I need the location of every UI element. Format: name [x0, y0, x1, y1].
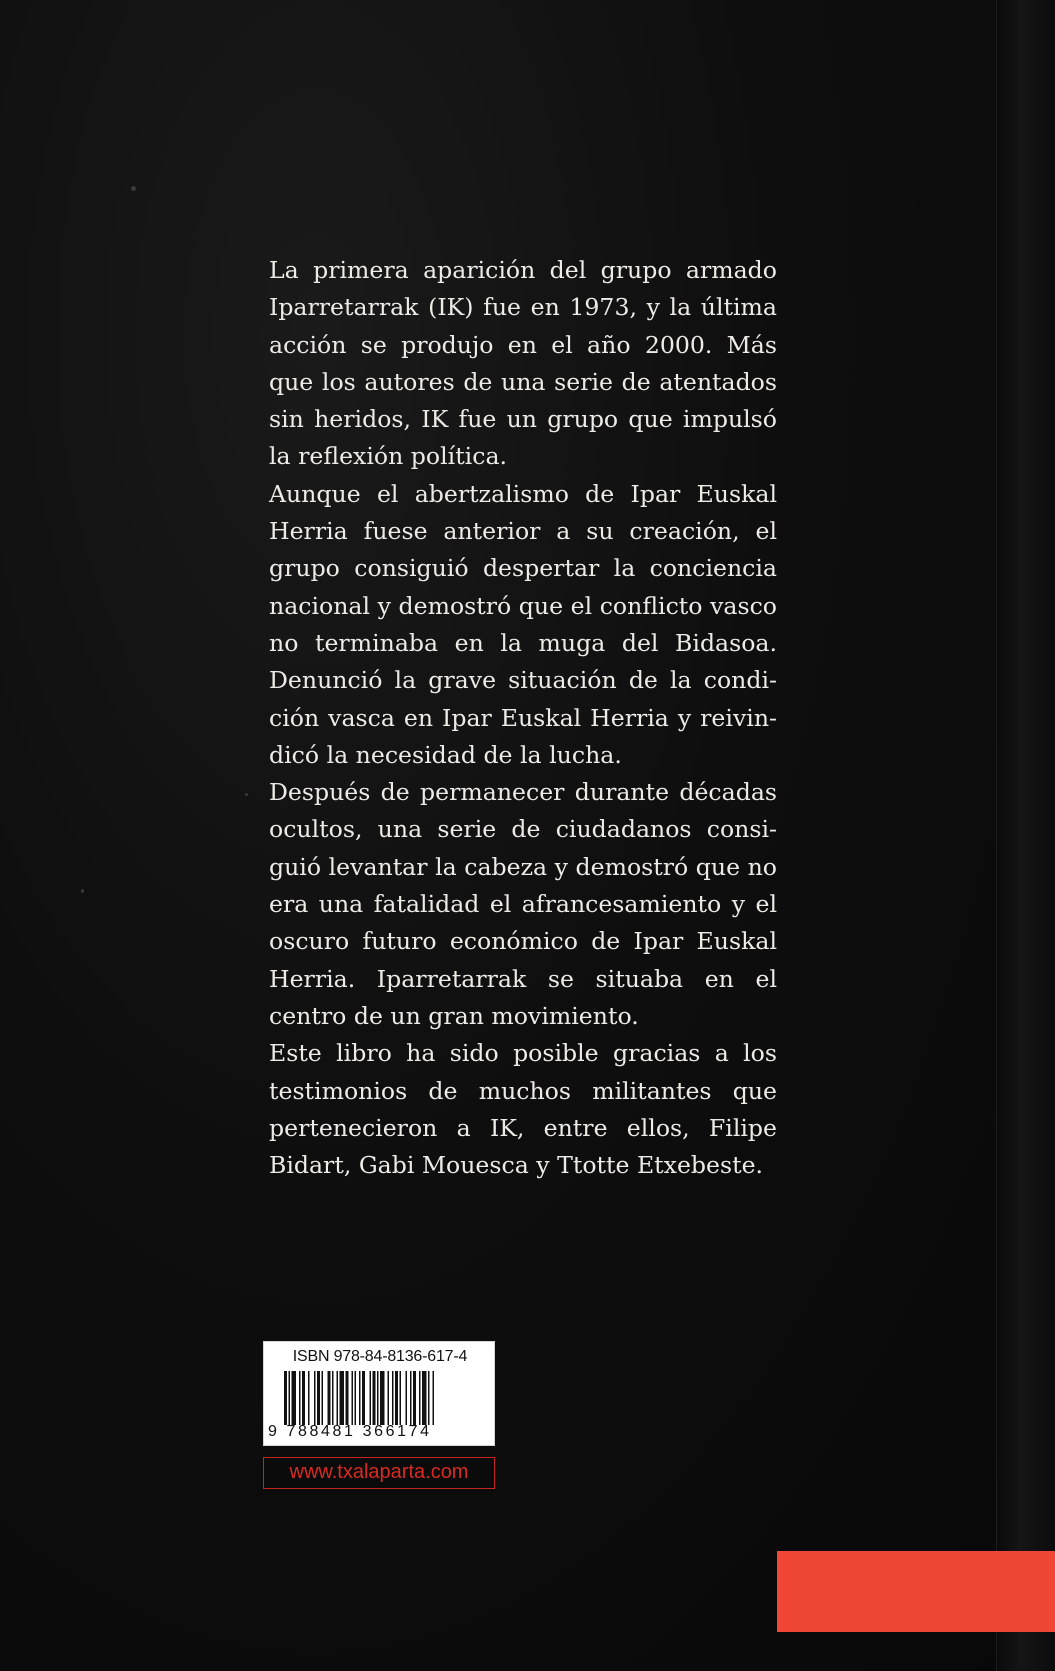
blurb-paragraph: Después de permanecer durante décadas ocultos, una serie de ciudadanos consiguió levantar la cabeza y demostró que no era una fatalidad el afrancesamiento y el oscuro futuro económico de Ipar Euskal Herria. Iparretarrak se situaba en el centro de un gran movimiento.: [269, 778, 777, 1030]
barcode-bar: [410, 1371, 412, 1425]
barcode-bar: [352, 1371, 354, 1425]
barcode-bar: [388, 1371, 390, 1425]
barcode-bar: [400, 1371, 402, 1425]
barcode-bar: [284, 1371, 287, 1425]
barcode-bar: [370, 1371, 372, 1425]
barcode-digits: 9 788481 366174: [268, 1423, 432, 1440]
isbn-barcode: [263, 1341, 495, 1446]
barcode-bar: [292, 1371, 297, 1425]
barcode-bar: [317, 1371, 320, 1425]
blurb-text: [269, 252, 777, 1184]
barcode-bar: [422, 1371, 427, 1425]
barcode-bar: [433, 1371, 435, 1425]
blurb-paragraph: La primera aparición del grupo armado Iparretarrak (IK) fue en 1973, y la última acción se produjo en el año 2000. Más que los autores de una serie de atentados sin heridos, IK fue un grupo que impulsó la reflexión política.: [269, 256, 777, 471]
barcode-bar: [380, 1371, 385, 1425]
barcode-bar: [406, 1371, 408, 1425]
barcode-bar: [373, 1371, 376, 1425]
barcode-bar: [377, 1371, 379, 1425]
barcode-bar: [299, 1371, 301, 1425]
isbn-label: ISBN 978-84-8136-617-4: [292, 1348, 468, 1365]
barcode-bar: [413, 1371, 416, 1425]
barcode-bar: [302, 1371, 305, 1425]
barcode-bar: [314, 1371, 316, 1425]
barcode-bar: [337, 1371, 339, 1425]
dust-speck: [81, 889, 84, 893]
dust-speck: [131, 186, 136, 191]
publisher-url: www.txalaparta.com: [263, 1457, 495, 1489]
barcode-bar: [328, 1371, 331, 1425]
barcode-bar: [322, 1371, 324, 1425]
spine-edge: [996, 0, 1055, 1671]
barcode-bar: [359, 1371, 361, 1425]
barcode-bar: [340, 1371, 345, 1425]
barcode-bar: [428, 1371, 430, 1425]
barcode-bar: [362, 1371, 365, 1425]
barcode-bar: [419, 1371, 421, 1425]
barcode-bars: [284, 1371, 482, 1425]
barcode-bar: [346, 1371, 349, 1425]
dust-speck: [245, 793, 248, 796]
barcode-bar: [355, 1371, 357, 1425]
blurb-paragraph: Este libro ha sido posible gracias a los testimonios de muchos militantes que pertenecieron a IK, entre ellos, Filipe Bidart, Gabi Mouesca y Ttotte Etxebeste.: [269, 1039, 777, 1180]
barcode-bar: [308, 1371, 310, 1425]
barcode-bar: [395, 1371, 398, 1425]
barcode-bar: [392, 1371, 394, 1425]
barcode-bar: [332, 1371, 334, 1425]
red-color-tab: [777, 1551, 1055, 1632]
blurb-paragraph: Aunque el abertzalismo de Ipar Euskal Herria fuese anterior a su creación, el grupo consiguió despertar la conciencia nacional y demostró que el conflicto vasco no terminaba en la muga del Bidasoa. Denunció la grave situación de la condición vasca en Ipar Euskal Herria y reivindicó la necesidad de la lucha.: [269, 479, 777, 769]
barcode-bar: [289, 1371, 291, 1425]
